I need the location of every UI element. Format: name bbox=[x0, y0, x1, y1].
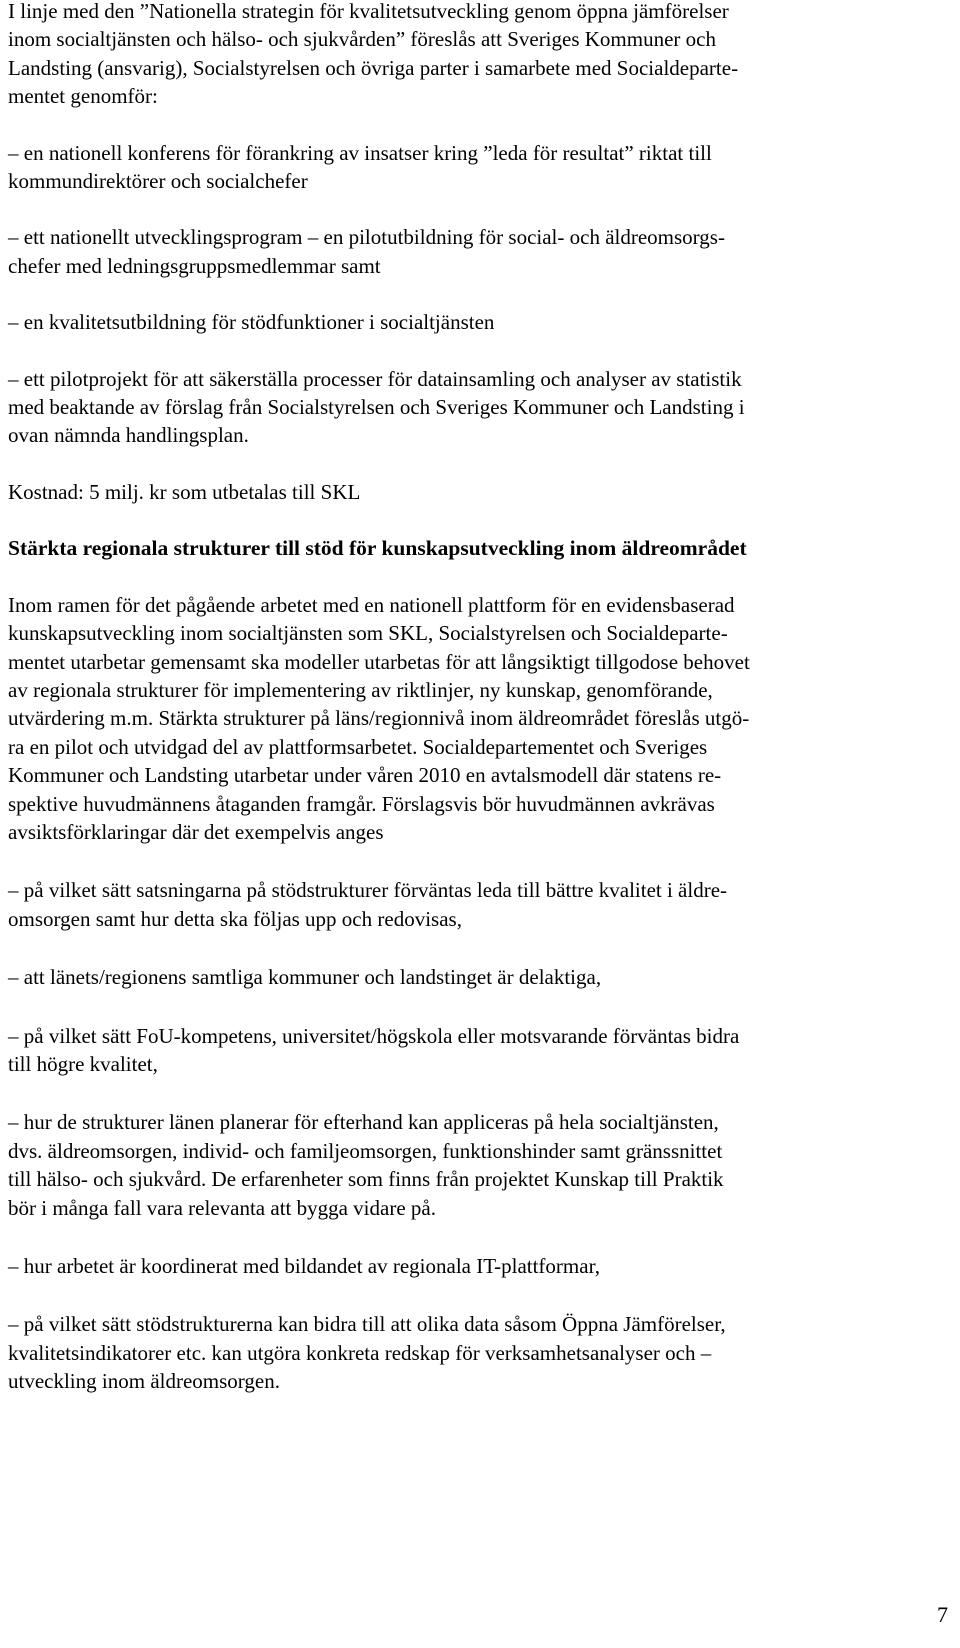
text-line: I linje med den ”Nationella strategin för kvalitetsutveckling genom öppna jämförelser bbox=[8, 0, 729, 23]
spacer bbox=[8, 992, 944, 1022]
spacer bbox=[8, 111, 944, 139]
text-line: Kommuner och Landsting utarbetar under våren 2010 en avtalsmodell där statens re- bbox=[8, 763, 722, 788]
text-line: – på vilket sätt stödstrukturerna kan bidra till att olika data såsom Öppna Jämförelser, bbox=[8, 1312, 726, 1337]
text-line: av regionala strukturer för implementering av riktlinjer, ny kunskap, genomförande, bbox=[8, 677, 713, 702]
declaration-item bbox=[8, 1108, 944, 1222]
cost-line bbox=[8, 478, 944, 506]
text-line: ra en pilot och utvidgad del av plattformsarbetet. Socialdepartementet och Sveriges bbox=[8, 734, 708, 759]
spacer bbox=[8, 280, 944, 308]
text-line: till högre kvalitet, bbox=[8, 1051, 158, 1076]
declaration-item bbox=[8, 1310, 944, 1395]
text-line: inom socialtjänsten och hälso- och sjukvården” föreslås att Sveriges Kommuner och bbox=[8, 27, 716, 52]
text-line: chefer med ledningsgruppsmedlemmar samt bbox=[8, 253, 381, 278]
activity-item bbox=[8, 308, 944, 336]
text-line: – ett nationellt utvecklingsprogram – en pilotutbildning för social- och äldreomsorgs- bbox=[8, 225, 725, 250]
text-line: bör i många fall vara relevanta att bygga vidare på. bbox=[8, 1195, 436, 1220]
text-line: – hur de strukturer länen planerar för efterhand kan appliceras på hela socialtjänsten, bbox=[8, 1110, 719, 1135]
document-page bbox=[8, 0, 944, 1396]
text-line: – på vilket sätt satsningarna på stödstrukturer förväntas leda till bättre kvalitet i äldre- bbox=[8, 878, 728, 903]
text-line: – en nationell konferens för förankring av insatser kring ”leda för resultat” riktat till bbox=[8, 140, 712, 165]
text-line: Inom ramen för det pågående arbetet med en nationell plattform för en evidensbaserad bbox=[8, 592, 735, 617]
text-line: – ett pilotprojekt för att säkerställa processer för datainsamling och analyser av statistik bbox=[8, 366, 742, 391]
text-line: avsiktsförklaringar där det exempelvis anges bbox=[8, 819, 384, 844]
text-line: kommundirektörer och socialchefer bbox=[8, 169, 308, 194]
section-heading bbox=[8, 534, 944, 562]
text-line: ovan nämnda handlingsplan. bbox=[8, 423, 249, 448]
spacer bbox=[8, 195, 944, 223]
text-line: – hur arbetet är koordinerat med bildandet av regionala IT-plattformar, bbox=[8, 1254, 600, 1278]
spacer bbox=[8, 563, 944, 591]
activity-item bbox=[8, 139, 944, 196]
text-line: kvalitetsindikatorer etc. kan utgöra konkreta redskap för verksamhetsanalyser och – bbox=[8, 1340, 712, 1365]
text-line: mentet genomför: bbox=[8, 84, 158, 109]
spacer bbox=[8, 1222, 944, 1252]
spacer bbox=[8, 933, 944, 963]
text-line: kunskapsutveckling inom socialtjänsten som SKL, Socialstyrelsen och Socialdeparte- bbox=[8, 621, 728, 646]
spacer bbox=[8, 1078, 944, 1108]
text-line: – en kvalitetsutbildning för stödfunktioner i socialtjänsten bbox=[8, 310, 495, 335]
declaration-item bbox=[8, 1252, 944, 1280]
text-line: utvärdering m.m. Stärkta strukturer på läns/regionnivå inom äldreområdet föreslås utgö- bbox=[8, 706, 750, 731]
text-line: spektive huvudmännens åtaganden framgår. Förslagsvis bör huvudmännen avkrävas bbox=[8, 791, 715, 816]
page-number: 7 bbox=[937, 1602, 948, 1627]
text-line: – att länets/regionens samtliga kommuner och landstinget är delaktiga, bbox=[8, 965, 602, 990]
declaration-item bbox=[8, 963, 944, 991]
heading-text: Stärkta regionala strukturer till stöd för kunskapsutveckling inom äldreområdet bbox=[8, 536, 747, 561]
text-line: med beaktande av förslag från Socialstyrelsen och Sveriges Kommuner och Landsting i bbox=[8, 395, 745, 420]
declaration-item bbox=[8, 876, 944, 933]
section-body bbox=[8, 591, 944, 847]
text-line: – på vilket sätt FoU-kompetens, universitet/högskola eller motsvarande förväntas bidra bbox=[8, 1023, 740, 1048]
spacer bbox=[8, 1280, 944, 1310]
text-line: dvs. äldreomsorgen, individ- och familjeomsorgen, funktionshinder samt gränssnittet bbox=[8, 1138, 723, 1163]
text-line: Landsting (ansvarig), Socialstyrelsen och övriga parter i samarbete med Socialdeparte- bbox=[8, 55, 739, 80]
spacer bbox=[8, 506, 944, 534]
text-line: utveckling inom äldreomsorgen. bbox=[8, 1369, 280, 1394]
intro-paragraph bbox=[8, 0, 944, 111]
text-line: omsorgen samt hur detta ska följas upp och redovisas, bbox=[8, 906, 462, 931]
spacer bbox=[8, 450, 944, 478]
spacer bbox=[8, 846, 944, 876]
activity-item bbox=[8, 365, 944, 450]
declaration-item bbox=[8, 1022, 944, 1079]
text-line: mentet utarbetar gemensamt ska modeller utarbetas för att långsiktigt tillgodose behovet bbox=[8, 649, 750, 674]
text-line: Kostnad: 5 milj. kr som utbetalas till SKL bbox=[8, 479, 361, 504]
activity-item bbox=[8, 223, 944, 280]
text-line: till hälso- och sjukvård. De erfarenheter som finns från projektet Kunskap till Praktik bbox=[8, 1167, 724, 1192]
spacer bbox=[8, 337, 944, 365]
